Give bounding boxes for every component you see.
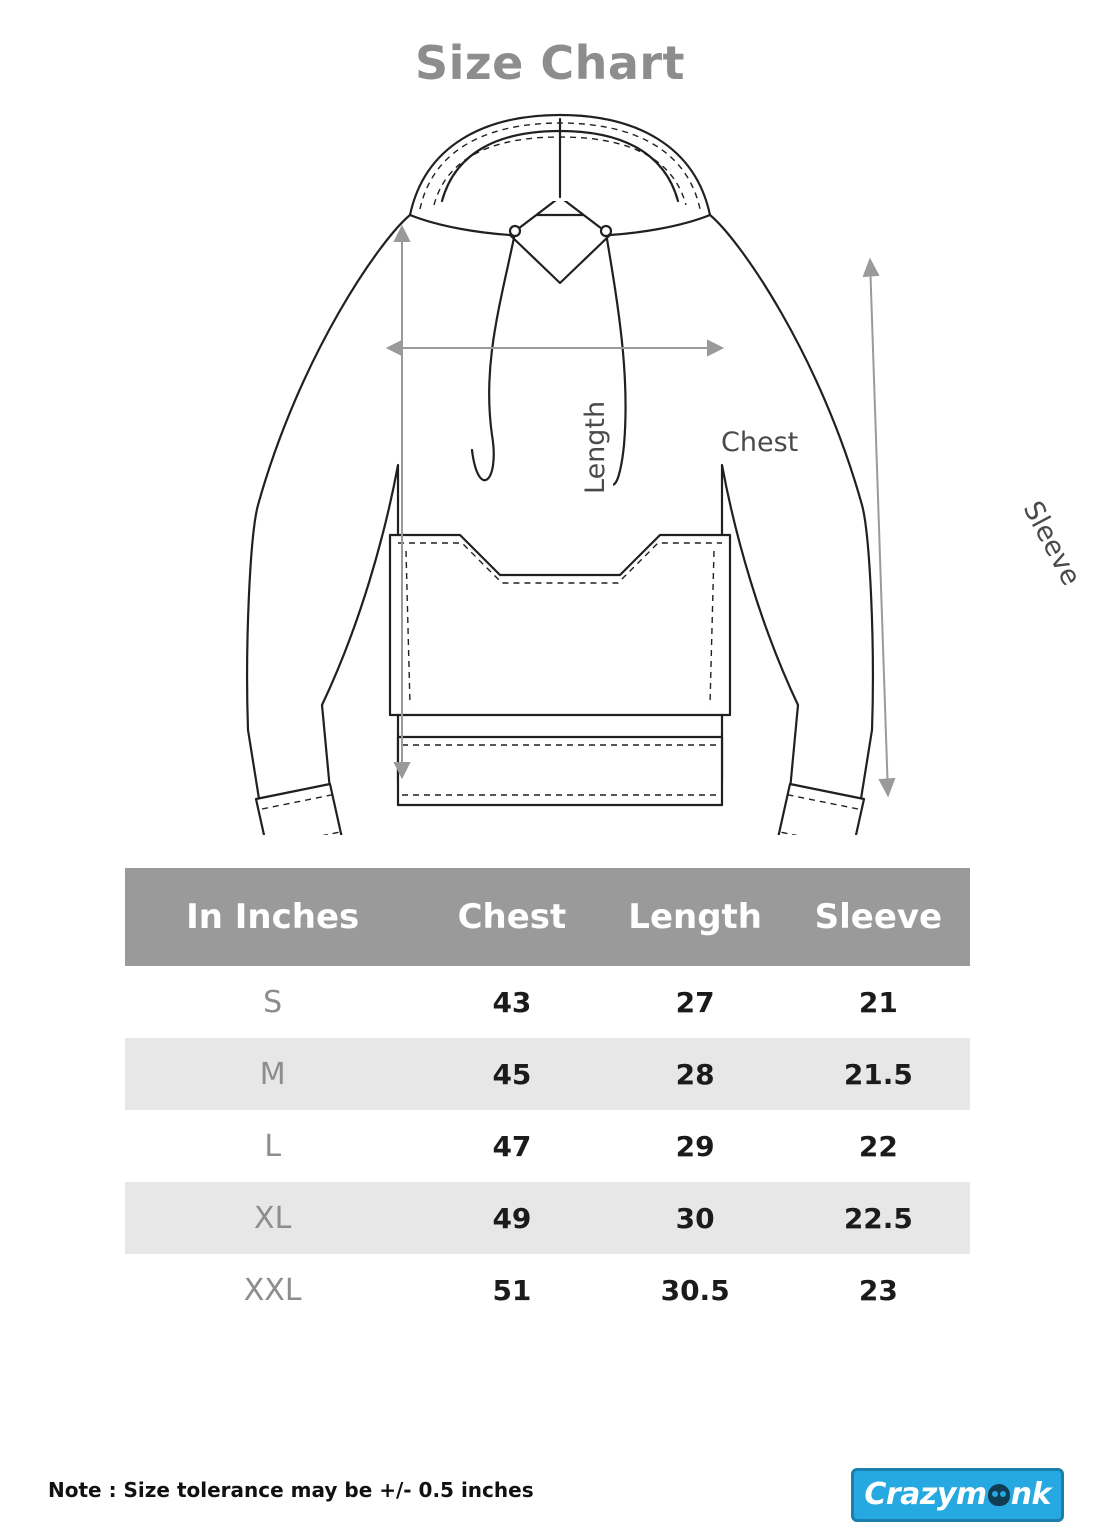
row-size: M <box>125 1038 420 1110</box>
header-in-inches: In Inches <box>125 868 420 966</box>
row-length: 30 <box>604 1182 787 1254</box>
row-chest: 45 <box>420 1038 603 1110</box>
table-row <box>125 1254 970 1326</box>
row-chest: 47 <box>492 1129 532 1163</box>
row-size: XL <box>125 1182 420 1254</box>
table-row <box>125 1038 970 1110</box>
tolerance-note: Note : Size tolerance may be +/- 0.5 inches <box>48 1478 534 1502</box>
header-sleeve: Sleeve <box>787 868 970 966</box>
row-sleeve: 21 <box>858 985 898 1019</box>
row-length: 29 <box>675 1129 715 1163</box>
row-sleeve: 22.5 <box>787 1182 970 1254</box>
row-chest: 51 <box>492 1273 532 1307</box>
brand-logo <box>851 1468 1064 1522</box>
row-size: S <box>263 984 283 1020</box>
row-sleeve: 22 <box>858 1129 898 1163</box>
table-header-row <box>125 868 970 966</box>
sleeve-measurement-label: Sleeve <box>1012 490 1091 597</box>
table-row <box>125 1182 970 1254</box>
row-length: 28 <box>604 1038 787 1110</box>
brand-name-part2: nk <box>1010 1477 1051 1512</box>
row-length: 30.5 <box>660 1273 730 1307</box>
row-sleeve: 21.5 <box>787 1038 970 1110</box>
row-sleeve: 23 <box>858 1273 898 1307</box>
row-length: 27 <box>675 985 715 1019</box>
hoodie-illustration <box>210 105 1087 835</box>
row-chest: 43 <box>492 985 532 1019</box>
chest-measurement-label: Chest <box>715 427 804 458</box>
row-chest: 49 <box>420 1182 603 1254</box>
skull-icon <box>988 1484 1010 1506</box>
table-row <box>125 1110 970 1182</box>
header-length: Length <box>604 868 787 966</box>
header-chest: Chest <box>420 868 603 966</box>
table-row <box>125 966 970 1038</box>
length-measurement-label: Length <box>578 395 613 500</box>
page-title: Size Chart <box>414 36 686 90</box>
size-table <box>125 868 970 1326</box>
brand-name-part1: Crazym <box>864 1477 987 1512</box>
row-size: L <box>264 1128 282 1164</box>
row-size: XXL <box>243 1272 302 1308</box>
